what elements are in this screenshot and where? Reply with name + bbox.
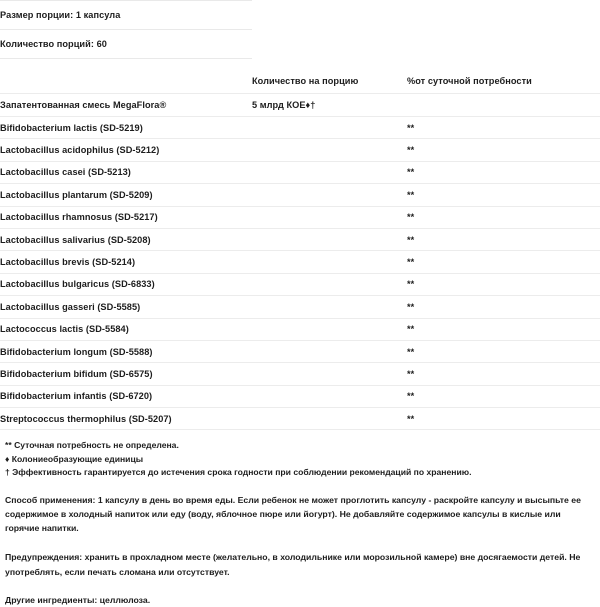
- directions-text: Способ применения: 1 капсулу в день во время еды. Если ребенок не может проглотить капсулу - раскройте капсулу и высыпьте ее содержимое в холодный напиток или еду (воду, яблочное пюре или йогурт). Не добавляйте содержимое капсулы в кислые или горячие напитки.: [5, 494, 581, 534]
- ingredient-amount: [252, 228, 407, 250]
- ingredient-amount: [252, 139, 407, 161]
- ingredient-daily-value: **: [407, 161, 600, 183]
- table-row: [0, 206, 600, 228]
- ingredient-daily-value: **: [407, 206, 600, 228]
- table-row: [0, 318, 600, 340]
- ingredient-amount: [252, 385, 407, 407]
- ingredient-amount: [252, 117, 407, 139]
- column-header-name: [0, 69, 252, 94]
- spacer-cell-amount: [252, 59, 407, 70]
- serving-size-dv-cell: [407, 1, 600, 30]
- warnings-text: Предупреждения: хранить в прохладном месте (желательно, в холодильнике или морозильной камере) вне досягаемости детей. Не употреблять, если печать сломана или отсутствует.: [5, 552, 581, 577]
- column-header-percent-daily-value: %от суточной потребности: [407, 69, 600, 94]
- ingredient-daily-value: **: [407, 318, 600, 340]
- ingredient-daily-value: **: [407, 408, 600, 430]
- ingredient-amount: [252, 273, 407, 295]
- ingredient-amount: [252, 251, 407, 273]
- table-row: [0, 363, 600, 385]
- ingredient-daily-value: **: [407, 296, 600, 318]
- table-row: [0, 408, 600, 430]
- serving-size-row: [0, 1, 600, 30]
- ingredient-name: Lactococcus lactis (SD-5584): [0, 318, 252, 340]
- proprietary-blend-daily-value: [407, 94, 600, 117]
- ingredient-amount: [252, 318, 407, 340]
- ingredient-daily-value: **: [407, 363, 600, 385]
- serving-size-label: Размер порции: 1 капсула: [0, 1, 252, 30]
- table-row: [0, 296, 600, 318]
- servings-per-container-label: Количество порций: 60: [0, 30, 252, 59]
- ingredient-name: Bifidobacterium bifidum (SD-6575): [0, 363, 252, 385]
- ingredient-daily-value: **: [407, 273, 600, 295]
- servings-amount-cell: [252, 30, 407, 59]
- ingredient-name: Lactobacillus bulgaricus (SD-6833): [0, 273, 252, 295]
- table-spacer-row: [0, 59, 600, 70]
- table-row: [0, 273, 600, 295]
- ingredient-name: Lactobacillus casei (SD-5213): [0, 161, 252, 183]
- table-row: [0, 228, 600, 250]
- table-row: [0, 139, 600, 161]
- ingredient-amount: [252, 340, 407, 362]
- ingredient-daily-value: **: [407, 340, 600, 362]
- ingredient-name: Lactobacillus salivarius (SD-5208): [0, 228, 252, 250]
- ingredient-name: Lactobacillus rhamnosus (SD-5217): [0, 206, 252, 228]
- table-row: [0, 385, 600, 407]
- table-row: [0, 117, 600, 139]
- ingredient-name: Bifidobacterium longum (SD-5588): [0, 340, 252, 362]
- ingredient-amount: [252, 206, 407, 228]
- ingredient-daily-value: **: [407, 184, 600, 206]
- footnotes-list: [0, 439, 600, 479]
- other-ingredients-text: Другие ингредиенты: целлюлоза.: [5, 594, 151, 605]
- ingredient-daily-value: **: [407, 251, 600, 273]
- ingredient-daily-value: **: [407, 385, 600, 407]
- ingredient-amount: [252, 363, 407, 385]
- ingredient-amount: [252, 161, 407, 183]
- ingredient-amount: [252, 408, 407, 430]
- footnote-line: ** Суточная потребность не определена.: [5, 440, 179, 451]
- ingredient-daily-value: **: [407, 228, 600, 250]
- ingredient-amount: [252, 184, 407, 206]
- table-row: [0, 340, 600, 362]
- ingredient-name: Lactobacillus gasseri (SD-5585): [0, 296, 252, 318]
- ingredient-amount: [252, 296, 407, 318]
- proprietary-blend-amount: 5 млрд КОЕ♦†: [252, 94, 407, 117]
- servings-dv-cell: [407, 30, 600, 59]
- proprietary-blend-name: Запатентованная смесь MegaFlora®: [0, 94, 252, 117]
- column-header-amount-per-serving: Количество на порцию: [252, 69, 407, 94]
- footnote-line: ♦ Колониеобразующие единицы: [5, 453, 144, 464]
- proprietary-blend-row: [0, 94, 600, 117]
- ingredient-name: Lactobacillus plantarum (SD-5209): [0, 184, 252, 206]
- spacer-cell-dv: [407, 59, 600, 70]
- table-row: [0, 251, 600, 273]
- servings-per-container-row: [0, 30, 600, 59]
- ingredient-name: Bifidobacterium infantis (SD-6720): [0, 385, 252, 407]
- ingredient-name: Lactobacillus acidophilus (SD-5212): [0, 139, 252, 161]
- spacer-cell-name: [0, 59, 252, 70]
- serving-size-amount-cell: [252, 1, 407, 30]
- table-body: [0, 1, 600, 430]
- ingredient-name: Lactobacillus brevis (SD-5214): [0, 251, 252, 273]
- ingredient-daily-value: **: [407, 117, 600, 139]
- ingredient-name: Streptococcus thermophilus (SD-5207): [0, 408, 252, 430]
- ingredient-daily-value: **: [407, 139, 600, 161]
- footnote-line: † Эффективность гарантируется до истечения срока годности при соблюдении рекомендаций по хранению.: [5, 467, 472, 478]
- table-row: [0, 184, 600, 206]
- column-header-row: [0, 69, 600, 94]
- ingredient-name: Bifidobacterium lactis (SD-5219): [0, 117, 252, 139]
- table-row: [0, 161, 600, 183]
